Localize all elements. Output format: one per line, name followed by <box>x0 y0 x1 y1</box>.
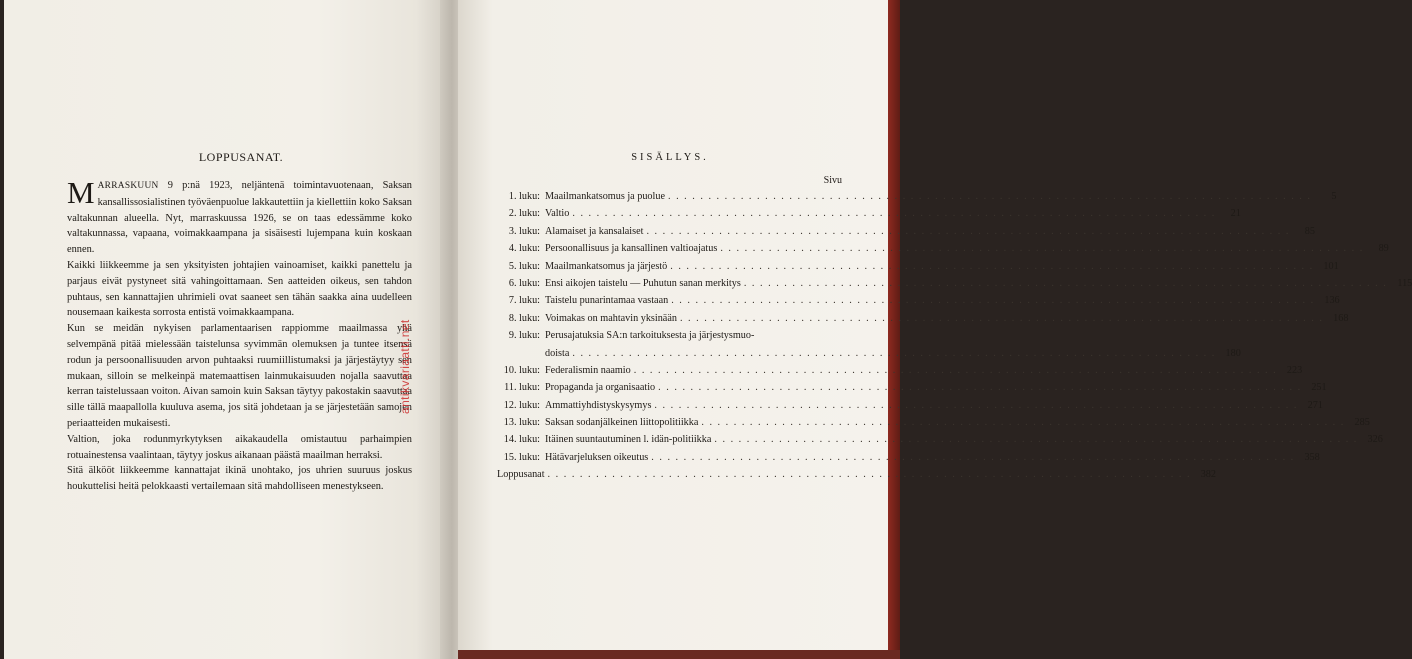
toc-page-number: 89 <box>1378 243 1389 255</box>
toc-entry <box>497 276 1412 293</box>
toc-chapter-title: Taistelu punarintamaa vastaan <box>545 295 669 307</box>
toc-page-number: 251 <box>1311 382 1327 394</box>
dot-leader: . . . . . . . . . . . . . . . . . . . . . . . . . . . . . . . . . . . . . . . . . . . . . . . . . . . . . . . . . . . . . . . . . . . . . . . . . . . . . . . . <box>658 382 1302 394</box>
dot-leader: . . . . . . . . . . . . . . . . . . . . . . . . . . . . . . . . . . . . . . . . . . . . . . . . . . . . . . . . . . . . . . . . . . . . . . . . . . . . . . . . <box>671 295 1315 307</box>
afterword-paragraph-5: Sitä älkööt liikkeemme kannattajat ikinä unohtako, jos uhrien suuruus joskus houkuttelisi heitä pelokkaasti vertailemaan sitä mahdolliseen menestykseen. <box>67 465 412 493</box>
toc-line <box>545 276 1412 291</box>
toc-line <box>497 467 1216 482</box>
paragraph-text: 9 p:nä 1923, neljäntenä toimintavuotenaan, Saksan kansallissosialistinen työväenpuolue lakkautettiin ja kiellettiin koko Saksan valtakunnan alueella. Nyt, marraskuussa 1926, se on taas edessämme koko valtakunnassa, vapaana, voimakkaampana ja sisäisesti lujempana kuin koskaan ennen. <box>67 180 412 256</box>
toc-chapter-title: Ammattiyhdistyskysymys <box>545 399 652 411</box>
toc-line <box>545 224 1315 239</box>
toc-entry <box>497 467 1216 484</box>
toc-page-number: 136 <box>1324 295 1340 307</box>
toc-chapter-title: Federalismin naamio <box>545 364 631 376</box>
toc-line <box>545 311 1349 326</box>
afterword-paragraph-4: Valtion, joka rodunmyrkytyksen aikakaudella omistautuu parhaimpien rotuainestensa vaalintaan, täytyy joskus aikanaan päästä maailman herraksi. <box>67 433 412 461</box>
toc-chapter-number: 10. luku: <box>503 364 540 376</box>
toc-page-number: 5 <box>1331 191 1337 202</box>
cover-edge-bottom <box>458 650 900 659</box>
toc-page-number: 168 <box>1333 312 1349 324</box>
table-of-contents <box>497 189 1412 485</box>
toc-line <box>545 259 1339 274</box>
toc-chapter-title: Hätävarjeluksen oikeutus <box>545 451 649 463</box>
dot-leader: . . . . . . . . . . . . . . . . . . . . . . . . . . . . . . . . . . . . . . . . . . . . . . . . . . . . . . . . . . . . . . . . . . . . . . . . . . . . . . . . <box>720 243 1364 255</box>
dot-leader: . . . . . . . . . . . . . . . . . . . . . . . . . . . . . . . . . . . . . . . . . . . . . . . . . . . . . . . . . . . . . . . . . . . . . . . . . . . . . . . . <box>572 208 1216 220</box>
toc-page-number: 180 <box>1225 347 1241 359</box>
toc-page-number: 285 <box>1354 417 1370 429</box>
toc-entry <box>497 398 1323 415</box>
afterword-title: LOPPUSANAT. <box>198 150 284 164</box>
watermark-text: antikvariaatti.net <box>398 319 412 414</box>
toc-chapter-number: 7. luku: <box>508 295 540 307</box>
dot-leader: . . . . . . . . . . . . . . . . . . . . . . . . . . . . . . . . . . . . . . . . . . . . . . . . . . . . . . . . . . . . . . . . . . . . . . . . . . . . . . . . <box>667 191 1312 202</box>
toc-chapter-number: 14. luku: <box>503 434 540 446</box>
toc-chapter-number: 9. luku: <box>508 330 540 342</box>
toc-chapter-number: 1. luku: <box>508 191 540 202</box>
toc-chapter-title: Ensi aikojen taistelu — Puhutun sanan merkitys <box>545 277 741 289</box>
toc-entry <box>497 432 1383 449</box>
toc-line <box>545 398 1323 413</box>
toc-entry <box>497 206 1241 223</box>
toc-line <box>545 415 1370 430</box>
afterword-paragraph-3: Kun se meidän nykyisen parlamentaarisen rappiomme maailmassa yhä selvempänä pitää mielessään taistelunsa syvimmän olemuksen ja tuntee itsensä rodun ja persoonallisuuden arvon puhtaaksi ruumiillistumaksi ja järjestäytyy sen mukaan, silloin se melkeinpä matemaattisen lainmukaisuuden nojalla saavuttaa kerran taistelussaan voiton. Aivan samoin kuin Saksan täytyy pakostakin saavuttaa sille tällä maapallolla kuuluva asema, jos sitä johdetaan ja se järjestetään samojen periaatteiden mukaisesti. <box>67 323 412 429</box>
toc-page-number: 271 <box>1307 399 1323 411</box>
toc-chapter-title: Alamaiset ja kansalaiset <box>545 225 644 237</box>
toc-chapter-number: 3. luku: <box>508 225 540 237</box>
toc-chapter-title: Voimakas on mahtavin yksinään <box>545 312 677 324</box>
toc-line <box>545 293 1340 308</box>
toc-line <box>545 328 840 343</box>
paragraph-lead-word: ARRASKUUN <box>97 181 159 191</box>
toc-page-number: 382 <box>1200 469 1216 481</box>
toc-page-number: 326 <box>1367 434 1383 446</box>
toc-chapter-number: 4. luku: <box>508 243 540 255</box>
toc-line <box>545 363 1303 378</box>
dot-leader: . . . . . . . . . . . . . . . . . . . . . . . . . . . . . . . . . . . . . . . . . . . . . . . . . . . . . . . . . . . . . . . . . . . . . . . . . . . . . . . . <box>572 347 1216 359</box>
toc-chapter-title-continued: doista <box>545 347 570 359</box>
toc-line <box>545 432 1383 447</box>
toc-chapter-number: 5. luku: <box>508 260 540 272</box>
dot-leader: . . . . . . . . . . . . . . . . . . . . . . . . . . . . . . . . . . . . . . . . . . . . . . . . . . . . . . . . . . . . . . . . . . . . . . . . . . . . . . . . <box>679 312 1324 324</box>
toc-entry <box>497 189 1337 206</box>
toc-chapter-number: 12. luku: <box>503 399 540 411</box>
toc-chapter-title: Loppusanat <box>497 469 545 481</box>
cover-edge-right <box>888 0 900 659</box>
drop-cap: M <box>67 175 95 210</box>
toc-entry <box>497 224 1315 241</box>
toc-line <box>545 241 1389 256</box>
toc-chapter-number: 15. luku: <box>503 451 540 463</box>
toc-chapter-title: Perusajatuksia SA:n tarkoituksesta ja järjestysmuo- <box>545 330 755 342</box>
page-column-label: Sivu <box>823 175 842 186</box>
toc-page-number: 21 <box>1230 208 1241 220</box>
toc-line <box>545 189 1337 204</box>
dot-leader: . . . . . . . . . . . . . . . . . . . . . . . . . . . . . . . . . . . . . . . . . . . . . . . . . . . . . . . . . . . . . . . . . . . . . . . . . . . . . . . . <box>743 277 1388 289</box>
toc-page-number: 358 <box>1304 451 1320 463</box>
dot-leader: . . . . . . . . . . . . . . . . . . . . . . . . . . . . . . . . . . . . . . . . . . . . . . . . . . . . . . . . . . . . . . . . . . . . . . . . . . . . . . . . <box>654 399 1298 411</box>
toc-entry <box>497 380 1327 397</box>
toc-chapter-number: 6. luku: <box>508 277 540 289</box>
toc-chapter-title: Valtio <box>545 208 570 220</box>
toc-chapter-number: 11. luku: <box>504 382 540 394</box>
afterword-paragraph-1 <box>67 175 412 258</box>
toc-line-continued <box>545 346 1241 361</box>
toc-entry <box>497 241 1389 258</box>
toc-chapter-number: 8. luku: <box>508 312 540 324</box>
toc-page-number: 101 <box>1323 260 1339 272</box>
toc-chapter-title: Saksan sodanjälkeinen liittopolitiikka <box>545 417 699 429</box>
afterword-paragraph-2: Kaikki liikkeemme ja sen yksityisten johtajien vainoamiset, kaikki panettelu ja parjaus eivät pystyneet sitä vahingoittamaan. Sen aatteiden oikeus, sen tahdon puhtaus, sen kannattajien uhrimieli ovat saaneet sen tähän saakka aina uudelleen nousemaan kaikesta sorrosta entistä voimakkaampana. <box>67 259 412 319</box>
dot-leader: . . . . . . . . . . . . . . . . . . . . . . . . . . . . . . . . . . . . . . . . . . . . . . . . . . . . . . . . . . . . . . . . . . . . . . . . . . . . . . . . <box>701 417 1345 429</box>
dot-leader: . . . . . . . . . . . . . . . . . . . . . . . . . . . . . . . . . . . . . . . . . . . . . . . . . . . . . . . . . . . . . . . . . . . . . . . . . . . . . . . . <box>547 469 1191 481</box>
dot-leader: . . . . . . . . . . . . . . . . . . . . . . . . . . . . . . . . . . . . . . . . . . . . . . . . . . . . . . . . . . . . . . . . . . . . . . . . . . . . . . . . <box>633 364 1278 376</box>
toc-line <box>545 206 1241 221</box>
toc-chapter-number: 13. luku: <box>503 417 540 429</box>
toc-line <box>545 450 1320 465</box>
dot-leader: . . . . . . . . . . . . . . . . . . . . . . . . . . . . . . . . . . . . . . . . . . . . . . . . . . . . . . . . . . . . . . . . . . . . . . . . . . . . . . . . <box>651 451 1295 463</box>
dot-leader: . . . . . . . . . . . . . . . . . . . . . . . . . . . . . . . . . . . . . . . . . . . . . . . . . . . . . . . . . . . . . . . . . . . . . . . . . . . . . . . . <box>670 260 1314 272</box>
toc-entry <box>497 259 1339 276</box>
afterword-body <box>67 175 412 495</box>
contents-title: SISÄLLYS. <box>631 152 709 163</box>
toc-chapter-title: Persoonallisuus ja kansallinen valtioajatus <box>545 243 718 255</box>
toc-entry <box>497 293 1340 310</box>
toc-page-number: 115 <box>1397 277 1412 289</box>
toc-page-number: 223 <box>1286 364 1303 376</box>
toc-entry <box>497 450 1320 467</box>
dot-leader: . . . . . . . . . . . . . . . . . . . . . . . . . . . . . . . . . . . . . . . . . . . . . . . . . . . . . . . . . . . . . . . . . . . . . . . . . . . . . . . . <box>714 434 1358 446</box>
toc-entry <box>497 363 1303 380</box>
toc-chapter-title: Propaganda ja organisaatio <box>545 382 656 394</box>
dot-leader: . . . . . . . . . . . . . . . . . . . . . . . . . . . . . . . . . . . . . . . . . . . . . . . . . . . . . . . . . . . . . . . . . . . . . . . . . . . . . . . . <box>646 225 1290 237</box>
toc-chapter-title: Itäinen suuntautuminen l. idän-politiikka <box>545 434 712 446</box>
toc-chapter-title: Maailmankatsomus ja järjestö <box>545 260 668 272</box>
toc-entry <box>497 328 1241 363</box>
toc-chapter-title: Maailmankatsomus ja puolue <box>545 191 665 202</box>
toc-entry <box>497 415 1370 432</box>
toc-entry <box>497 311 1349 328</box>
toc-line <box>545 380 1327 395</box>
toc-page-number: 85 <box>1304 225 1315 237</box>
toc-chapter-number: 2. luku: <box>508 208 540 220</box>
